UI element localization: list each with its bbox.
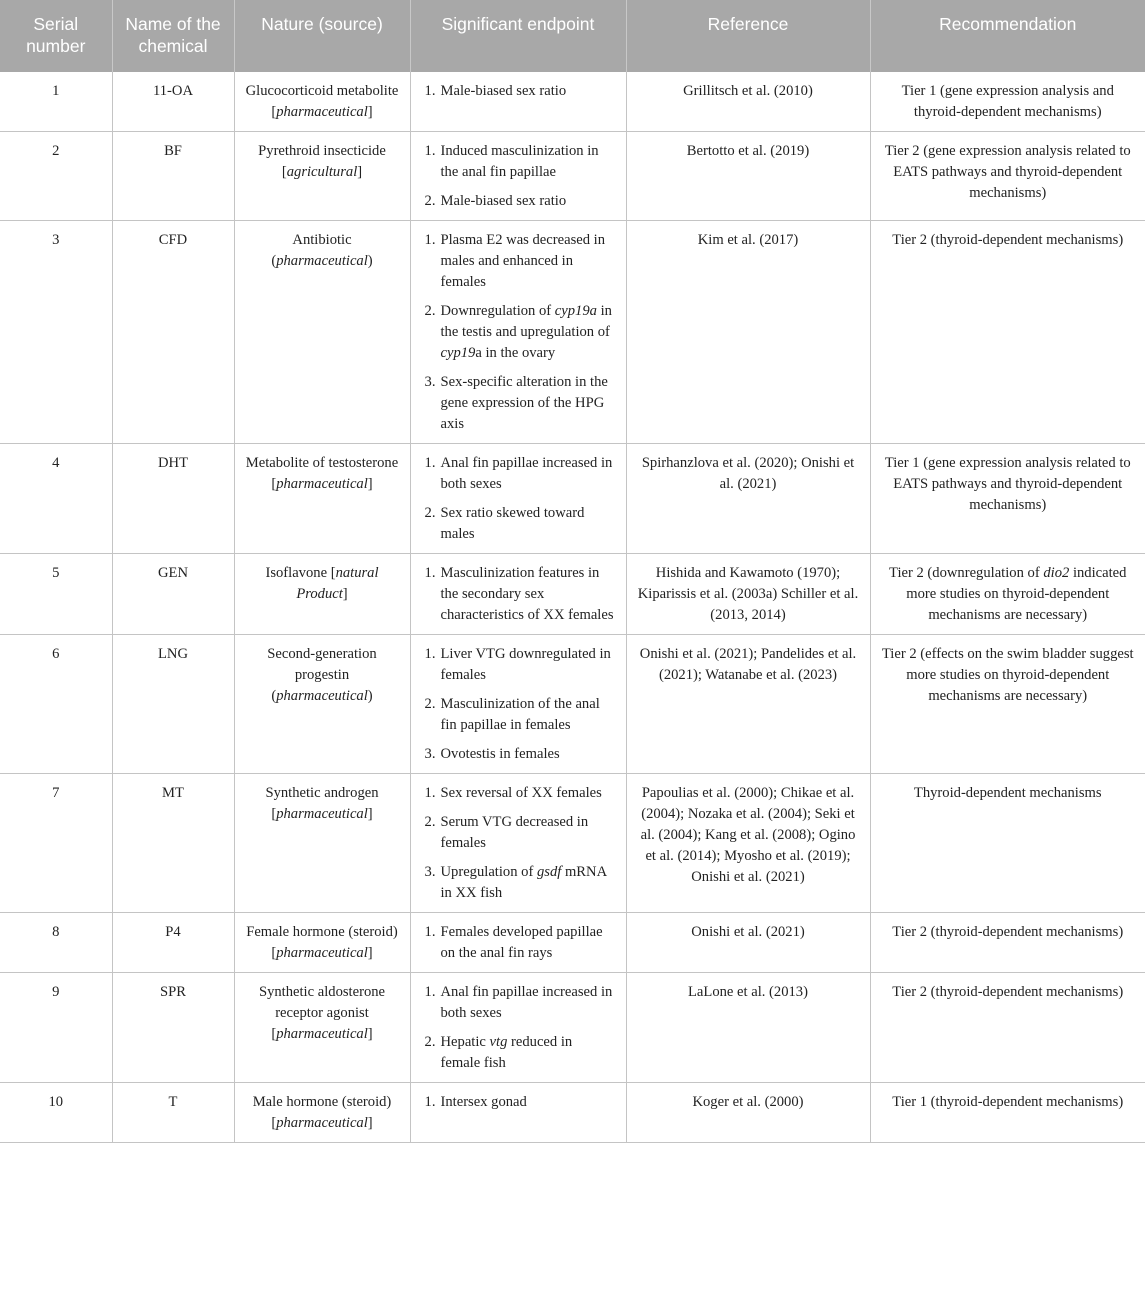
cell-reference: LaLone et al. (2013) (626, 973, 870, 1083)
text-run: Male hormone (steroid) [ (252, 1094, 392, 1131)
table-row (0, 132, 1145, 221)
endpoint-number: 2. (424, 814, 436, 830)
endpoint-text (441, 191, 616, 212)
cell-nature-source (234, 444, 410, 554)
text-run: Masculinization of the anal fin papillae in females (440, 696, 600, 733)
italic-text: cyp19a (554, 303, 597, 319)
header-row (0, 0, 1145, 72)
text-run: ] (367, 806, 373, 822)
header-chemical-name: Name of the chemical (112, 0, 234, 72)
endpoint-text (441, 563, 616, 626)
endpoint-text (441, 372, 616, 435)
cell-recommendation (870, 72, 1145, 132)
endpoint-text (441, 812, 616, 854)
cell-significant-endpoint (410, 72, 626, 132)
text-run: Intersex gonad (440, 1094, 527, 1110)
text-run: ) (367, 253, 373, 269)
endpoint-item (419, 1032, 616, 1074)
text-run: Synthetic androgen [ (265, 785, 379, 822)
cell-recommendation (870, 132, 1145, 221)
endpoint-text (441, 453, 616, 495)
endpoint-number: 2. (424, 1034, 436, 1050)
endpoint-text (441, 862, 616, 904)
cell-nature-source (234, 635, 410, 774)
endpoint-list (419, 922, 616, 964)
text-run: Sex ratio skewed toward males (440, 505, 585, 542)
text-run: Induced masculinization in the anal fin papillae (440, 143, 599, 180)
text-run: Tier 2 (thyroid-dependent mechanisms) (892, 924, 1124, 940)
italic-text: pharmaceutical (276, 253, 368, 269)
endpoint-number: 2. (424, 193, 436, 209)
endpoint-text (441, 922, 616, 964)
text-run: Upregulation of (440, 864, 537, 880)
endpoint-item (419, 694, 616, 736)
endpoint-text (441, 503, 616, 545)
text-run: in the testis and upregulation of (440, 303, 612, 340)
endpoint-list (419, 1092, 616, 1113)
endpoint-list (419, 783, 616, 904)
header-reference: Reference (626, 0, 870, 72)
endpoint-number: 1. (424, 232, 436, 248)
text-run: Sex reversal of XX females (440, 785, 602, 801)
text-run: Ovotestis in females (440, 746, 560, 762)
endpoint-text (441, 1092, 616, 1113)
endpoint-item (419, 862, 616, 904)
cell-recommendation (870, 1083, 1145, 1143)
cell-recommendation (870, 635, 1145, 774)
cell-serial-number: 4 (0, 444, 112, 554)
cell-chemical-name: SPR (112, 973, 234, 1083)
cell-chemical-name: MT (112, 774, 234, 913)
text-run: Sex-specific alteration in the gene expression of the HPG axis (440, 374, 608, 432)
cell-serial-number: 8 (0, 913, 112, 973)
text-run: Liver VTG downregulated in females (440, 646, 611, 683)
endpoint-number: 2. (424, 303, 436, 319)
text-run: Tier 1 (thyroid-dependent mechanisms) (892, 1094, 1124, 1110)
endpoint-text (441, 230, 616, 293)
endpoint-item (419, 922, 616, 964)
italic-text: cyp19 (440, 345, 476, 361)
cell-significant-endpoint (410, 635, 626, 774)
text-run: a in the ovary (475, 345, 556, 361)
cell-chemical-name: 11-OA (112, 72, 234, 132)
text-run: Females developed papillae on the anal fin rays (440, 924, 603, 961)
cell-significant-endpoint (410, 913, 626, 973)
cell-chemical-name: CFD (112, 221, 234, 444)
cell-recommendation (870, 221, 1145, 444)
cell-chemical-name: T (112, 1083, 234, 1143)
cell-reference: Koger et al. (2000) (626, 1083, 870, 1143)
table-row (0, 221, 1145, 444)
cell-significant-endpoint (410, 444, 626, 554)
cell-serial-number: 3 (0, 221, 112, 444)
cell-serial-number: 10 (0, 1083, 112, 1143)
endpoint-number: 3. (424, 374, 436, 390)
header-serial-number: Serial number (0, 0, 112, 72)
table-body (0, 72, 1145, 1143)
endpoint-item (419, 453, 616, 495)
cell-significant-endpoint (410, 774, 626, 913)
italic-text: agricultural (286, 164, 358, 180)
text-run: Thyroid-dependent mechanisms (913, 785, 1102, 801)
endpoint-item (419, 301, 616, 364)
text-run: Downregulation of (440, 303, 555, 319)
cell-reference: Onishi et al. (2021) (626, 913, 870, 973)
cell-significant-endpoint (410, 973, 626, 1083)
endpoint-number: 1. (424, 1094, 436, 1110)
header-nature-source: Nature (source) (234, 0, 410, 72)
cell-reference: Grillitsch et al. (2010) (626, 72, 870, 132)
text-run: ] (342, 586, 348, 602)
cell-nature-source (234, 973, 410, 1083)
italic-text: pharmaceutical (276, 1026, 368, 1042)
endpoint-number: 1. (424, 83, 436, 99)
italic-text: natural Product (296, 565, 379, 602)
endpoint-item (419, 81, 616, 102)
text-run: Tier 1 (gene expression analysis related to EATS pathways and thyroid-dependent mechanisms) (884, 455, 1131, 513)
cell-serial-number: 9 (0, 973, 112, 1083)
endpoint-list (419, 141, 616, 212)
endpoint-number: 1. (424, 984, 436, 1000)
endpoint-number: 1. (424, 646, 436, 662)
endpoint-item (419, 644, 616, 686)
cell-chemical-name: BF (112, 132, 234, 221)
text-run: ] (367, 476, 373, 492)
text-run: Anal fin papillae increased in both sexes (440, 984, 613, 1021)
italic-text: gsdf (536, 864, 562, 880)
endpoint-item (419, 141, 616, 183)
endpoint-item (419, 191, 616, 212)
header-significant-endpoint: Significant endpoint (410, 0, 626, 72)
endpoint-item (419, 563, 616, 626)
endpoint-text (441, 644, 616, 686)
text-run: Antibiotic ( (271, 232, 352, 269)
text-run: Female hormone (steroid) [ (246, 924, 398, 961)
endpoint-item (419, 812, 616, 854)
endpoint-item (419, 783, 616, 804)
table-row (0, 635, 1145, 774)
cell-reference: Hishida and Kawamoto (1970); Kiparissis et al. (2003a) Schiller et al. (2013, 2014) (626, 554, 870, 635)
text-run: mRNA in XX fish (440, 864, 607, 901)
text-run: Tier 2 (downregulation of (889, 565, 1044, 581)
cell-recommendation (870, 774, 1145, 913)
endpoint-number: 1. (424, 924, 436, 940)
table-row (0, 913, 1145, 973)
endpoint-item (419, 982, 616, 1024)
cell-recommendation (870, 913, 1145, 973)
cell-reference: Onishi et al. (2021); Pandelides et al. (2021); Watanabe et al. (2023) (626, 635, 870, 774)
text-run: Isoflavone [ (265, 565, 336, 581)
text-run: Plasma E2 was decreased in males and enhanced in females (440, 232, 606, 290)
endpoint-item (419, 230, 616, 293)
cell-serial-number: 6 (0, 635, 112, 774)
table-header (0, 0, 1145, 72)
italic-text: pharmaceutical (276, 945, 368, 961)
cell-reference: Bertotto et al. (2019) (626, 132, 870, 221)
endpoint-item (419, 372, 616, 435)
cell-significant-endpoint (410, 1083, 626, 1143)
endpoint-text (441, 141, 616, 183)
text-run: Metabolite of testosterone [ (245, 455, 399, 492)
header-recommendation: Recommendation (870, 0, 1145, 72)
text-run: Male-biased sex ratio (440, 193, 567, 209)
cell-recommendation (870, 554, 1145, 635)
endpoint-text (441, 81, 616, 102)
cell-nature-source (234, 774, 410, 913)
endpoint-item (419, 744, 616, 765)
text-run: Serum VTG decreased in females (440, 814, 589, 851)
cell-recommendation (870, 444, 1145, 554)
text-run: Male-biased sex ratio (440, 83, 567, 99)
cell-serial-number: 7 (0, 774, 112, 913)
text-run: ] (357, 164, 363, 180)
table-row (0, 72, 1145, 132)
cell-reference: Papoulias et al. (2000); Chikae et al. (2004); Nozaka et al. (2004); Seki et al. (2004); Kang et al. (2008); Ogino et al. (2014); Myosho et al. (2019); Onishi et al. (2021) (626, 774, 870, 913)
text-run: ] (367, 1026, 373, 1042)
cell-chemical-name: GEN (112, 554, 234, 635)
cell-significant-endpoint (410, 554, 626, 635)
text-run: ] (367, 1115, 373, 1131)
text-run: Tier 2 (thyroid-dependent mechanisms) (892, 984, 1124, 1000)
endpoint-item (419, 1092, 616, 1113)
cell-serial-number: 5 (0, 554, 112, 635)
table-row (0, 774, 1145, 913)
italic-text: pharmaceutical (276, 688, 368, 704)
endpoint-list (419, 453, 616, 545)
cell-nature-source (234, 1083, 410, 1143)
cell-reference: Kim et al. (2017) (626, 221, 870, 444)
endpoint-text (441, 783, 616, 804)
cell-serial-number: 2 (0, 132, 112, 221)
endpoint-list (419, 563, 616, 626)
endpoint-text (441, 1032, 616, 1074)
endpoint-list (419, 644, 616, 765)
table-row (0, 1083, 1145, 1143)
cell-nature-source (234, 72, 410, 132)
text-run: indicated more studies on thyroid-dependent mechanisms are necessary) (906, 565, 1127, 623)
cell-nature-source (234, 132, 410, 221)
endpoint-text (441, 744, 616, 765)
cell-reference: Spirhanzlova et al. (2020); Onishi et al. (2021) (626, 444, 870, 554)
table-row (0, 444, 1145, 554)
cell-recommendation (870, 973, 1145, 1083)
text-run: ] (367, 945, 373, 961)
endpoint-text (441, 301, 616, 364)
cell-chemical-name: P4 (112, 913, 234, 973)
text-run: Tier 2 (effects on the swim bladder suggest more studies on thyroid-dependent mechanisms are necessary) (881, 646, 1134, 704)
text-run: Glucocorticoid metabolite [ (245, 83, 399, 120)
cell-chemical-name: LNG (112, 635, 234, 774)
cell-nature-source (234, 554, 410, 635)
endpoint-item (419, 503, 616, 545)
text-run: ] (367, 104, 373, 120)
italic-text: dio2 (1043, 565, 1070, 581)
table-row (0, 973, 1145, 1083)
endpoint-list (419, 81, 616, 102)
italic-text: vtg (489, 1034, 508, 1050)
text-run: Anal fin papillae increased in both sexes (440, 455, 613, 492)
endpoint-number: 1. (424, 143, 436, 159)
endpoint-number: 1. (424, 565, 436, 581)
text-run: Synthetic aldosterone receptor agonist [ (258, 984, 386, 1042)
text-run: Hepatic (440, 1034, 490, 1050)
text-run: Pyrethroid insecticide [ (258, 143, 386, 180)
endpoint-number: 2. (424, 505, 436, 521)
cell-chemical-name: DHT (112, 444, 234, 554)
text-run: ) (367, 688, 373, 704)
endpoint-number: 3. (424, 864, 436, 880)
text-run: Tier 2 (thyroid-dependent mechanisms) (892, 232, 1124, 248)
endpoint-number: 1. (424, 785, 436, 801)
italic-text: pharmaceutical (276, 476, 368, 492)
endpoint-list (419, 230, 616, 435)
table-row (0, 554, 1145, 635)
cell-nature-source (234, 221, 410, 444)
text-run: Second-generation progestin ( (267, 646, 377, 704)
italic-text: pharmaceutical (276, 1115, 368, 1131)
endpoint-list (419, 982, 616, 1074)
cell-significant-endpoint (410, 132, 626, 221)
italic-text: pharmaceutical (276, 104, 368, 120)
endpoint-text (441, 694, 616, 736)
endpoint-number: 3. (424, 746, 436, 762)
italic-text: pharmaceutical (276, 806, 368, 822)
text-run: Masculinization features in the secondary sex characteristics of XX females (440, 565, 614, 623)
cell-serial-number: 1 (0, 72, 112, 132)
cell-nature-source (234, 913, 410, 973)
text-run: reduced in female fish (440, 1034, 573, 1071)
endpoint-number: 2. (424, 696, 436, 712)
text-run: Tier 1 (gene expression analysis and thyroid-dependent mechanisms) (901, 83, 1114, 120)
cell-significant-endpoint (410, 221, 626, 444)
endpoint-text (441, 982, 616, 1024)
endpoint-number: 1. (424, 455, 436, 471)
text-run: Tier 2 (gene expression analysis related to EATS pathways and thyroid-dependent mechanisms) (884, 143, 1131, 201)
